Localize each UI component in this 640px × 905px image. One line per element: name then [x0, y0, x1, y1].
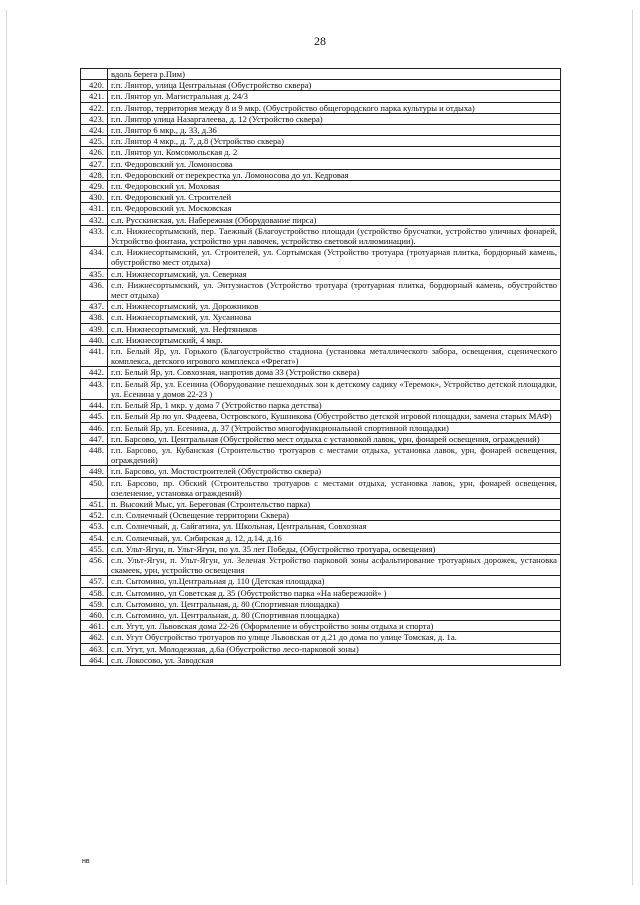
row-text: г.п. Федоровский от перекрестка ул. Ломоносова до ул. Кедровая	[108, 169, 561, 180]
row-number: 440.	[81, 334, 108, 345]
row-text: с.п. Нижнесортымский, ул. Нефтяников	[108, 323, 561, 334]
row-number: 421.	[81, 91, 108, 102]
objects-table	[80, 68, 561, 666]
table-row	[81, 113, 561, 124]
row-number: 428.	[81, 169, 108, 180]
row-text: г.п. Федоровский ул. Ломоносова	[108, 158, 561, 169]
row-number: 432.	[81, 214, 108, 225]
row-text: с.п. Нижнесортымский, ул. Северная	[108, 268, 561, 279]
row-number: 426.	[81, 147, 108, 158]
row-text: г.п. Лянтор ул. Магистральная д. 24/3	[108, 91, 561, 102]
table-row	[81, 576, 561, 587]
row-number	[81, 69, 108, 80]
table-row	[81, 587, 561, 598]
row-text: с.п. Солнечный, ул. Сибирская д. 12, д.14, д.16	[108, 532, 561, 543]
table-row	[81, 422, 561, 433]
row-number: 454.	[81, 532, 108, 543]
table-row	[81, 411, 561, 422]
table-row	[81, 632, 561, 643]
row-number: 439.	[81, 323, 108, 334]
row-text: г.п. Лянтор 4 мкр., д. 7, д.8 (Устройство сквера)	[108, 136, 561, 147]
row-text: г.п. Белый Яр, ул. Есенина (Оборудование пешеходных зон к детскому садику «Теремок», Устройство детской площадки, ул. Есенина у домов 22-23 )	[108, 378, 561, 399]
row-text: г.п. Белый Яр по ул. Фадеева, Островского, Кушникова (Обустройство детской игровой площадки, замена старых МАФ)	[108, 411, 561, 422]
table-row	[81, 554, 561, 575]
table-row	[81, 80, 561, 91]
row-number: 443.	[81, 378, 108, 399]
row-number: 431.	[81, 203, 108, 214]
table-row	[81, 323, 561, 334]
table-row	[81, 466, 561, 477]
row-number: 420.	[81, 80, 108, 91]
row-text: г.п. Барсово, ул. Мостостроителей (Обустройство сквера)	[108, 466, 561, 477]
table-row	[81, 609, 561, 620]
row-text: с.п. Нижнесортымский, ул. Дорожников	[108, 301, 561, 312]
row-text: г.п. Лянтор 6 мкр., д. 33, д.36	[108, 125, 561, 136]
row-number: 430.	[81, 192, 108, 203]
row-text: с.п. Нижнесортымский, ул. Хусаинова	[108, 312, 561, 323]
row-number: 427.	[81, 158, 108, 169]
table-row	[81, 367, 561, 378]
row-text: с.п. Ульт-Ягун, п. Ульт-Ягун, ул. Зеленая Устройство парковой зоны асфальтирование тротуарных дорожек, установка скамеек, урн, устройство освещения	[108, 554, 561, 575]
table-row	[81, 247, 561, 268]
row-text: п. Высокий Мыс, ул. Береговая (Строительство парка)	[108, 498, 561, 509]
row-number: 429.	[81, 181, 108, 192]
row-number: 434.	[81, 247, 108, 268]
row-number: 435.	[81, 268, 108, 279]
table-row	[81, 225, 561, 246]
table-row	[81, 346, 561, 367]
row-number: 438.	[81, 312, 108, 323]
row-text: г.п. Барсово, ул. Кубанская (Строительство тротуаров с местами отдыха, установка лавок, урн, фонарей освещения, ограждений)	[108, 444, 561, 465]
row-text: с.п. Локосово, ул. Заводская	[108, 654, 561, 665]
row-number: 433.	[81, 225, 108, 246]
row-number: 463.	[81, 643, 108, 654]
table-row	[81, 312, 561, 323]
table-row	[81, 102, 561, 113]
table-row	[81, 378, 561, 399]
table-row	[81, 532, 561, 543]
table-row	[81, 203, 561, 214]
row-text: г.п. Федоровский ул. Московская	[108, 203, 561, 214]
table-row	[81, 268, 561, 279]
row-text: с.п. Сытомино, ул. Центральная, д. 80 (Спортивная площадка)	[108, 609, 561, 620]
row-text: с.п. Угут, ул. Молодежная, д.6а (Обустройство лесо-парковой зоны)	[108, 643, 561, 654]
row-number: 456.	[81, 554, 108, 575]
row-text: с.п. Сытомино, ул Советская д. 35 (Обустройство парка «На набережной» )	[108, 587, 561, 598]
table-row	[81, 598, 561, 609]
row-number: 453.	[81, 521, 108, 532]
row-number: 460.	[81, 609, 108, 620]
row-text: г.п. Лянтор улица Назаргалеева, д. 12 (Устройство сквера)	[108, 113, 561, 124]
table-row	[81, 400, 561, 411]
table-row	[81, 69, 561, 80]
row-number: 462.	[81, 632, 108, 643]
row-text: г.п. Белый Яр, ул. Есенина, д. 37 (Устройство многофункциональной спортивной площадки)	[108, 422, 561, 433]
row-text: г.п. Белый Яр, ул. Совхозная, напротив дома 33 (Устройство сквера)	[108, 367, 561, 378]
row-number: 422.	[81, 102, 108, 113]
row-number: 423.	[81, 113, 108, 124]
row-text: с.п. Нижнесортымский, ул. Энтузиастов (Устройство тротуара (тротуарная плитка, бордюрный камень, обустройство мест отдыха)	[108, 279, 561, 300]
row-number: 448.	[81, 444, 108, 465]
row-text: с.п. Угут, ул. Львовская дома 22-26 (Оформление и обустройство зоны отдыха и спорта)	[108, 621, 561, 632]
table-row	[81, 477, 561, 498]
row-number: 436.	[81, 279, 108, 300]
table-row	[81, 654, 561, 665]
row-text: с.п. Ульт-Ягун, п. Ульт-Ягун, по ул. 35 лет Победы, (Обустройство тротуара, освещения)	[108, 543, 561, 554]
table-body	[81, 69, 561, 666]
table-row	[81, 125, 561, 136]
table-row	[81, 510, 561, 521]
row-number: 455.	[81, 543, 108, 554]
table-row	[81, 621, 561, 632]
row-number: 446.	[81, 422, 108, 433]
row-number: 457.	[81, 576, 108, 587]
table-row	[81, 301, 561, 312]
footer-mark: нв	[82, 858, 90, 865]
row-text: с.п. Солнечный, д. Сайгатина, ул. Школьная, Центральная, Совхозная	[108, 521, 561, 532]
row-text: с.п. Сытомино, ул. Центральная, д. 80 (Спортивная площадка)	[108, 598, 561, 609]
table-row	[81, 643, 561, 654]
page-number: 28	[314, 34, 326, 48]
row-text: г.п. Белый Яр, 1 мкр. у дома 7 (Устройство парка детства)	[108, 400, 561, 411]
row-number: 452.	[81, 510, 108, 521]
row-number: 447.	[81, 433, 108, 444]
table-row	[81, 279, 561, 300]
row-number: 442.	[81, 367, 108, 378]
row-number: 458.	[81, 587, 108, 598]
table-row	[81, 334, 561, 345]
row-number: 461.	[81, 621, 108, 632]
left-scan-edge	[6, 10, 7, 885]
table-row	[81, 91, 561, 102]
table-row	[81, 498, 561, 509]
row-text: с.п. Русскинская, ул. Набережная (Оборудование пирса)	[108, 214, 561, 225]
table-row	[81, 192, 561, 203]
row-text: с.п. Нижнесортымский, ул. Строителей, ул. Сортымская (Устройство тротуара (тротуарная плитка, бордюрный камень, обустройство мест отдыха)	[108, 247, 561, 268]
row-number: 441.	[81, 346, 108, 367]
row-number: 451.	[81, 498, 108, 509]
table-row	[81, 214, 561, 225]
table-row	[81, 169, 561, 180]
table-row	[81, 433, 561, 444]
row-text: г.п. Белый Яр, ул. Горького (Благоустройство стадиона (установка металлического забора, освещения, сценического комплекса, детского игрового комплекса «Фрегат»)	[108, 346, 561, 367]
row-number: 445.	[81, 411, 108, 422]
row-number: 450.	[81, 477, 108, 498]
table-row	[81, 181, 561, 192]
row-number: 444.	[81, 400, 108, 411]
row-number: 425.	[81, 136, 108, 147]
table-row	[81, 543, 561, 554]
row-text: с.п. Нижнесортымский, пер. Таежный (Благоустройство площади (устройство брусчатки, устройство уличных фонарей, Устройство фонтана, устройство урн лавочек, устройство световой иллюминации).	[108, 225, 561, 246]
row-text: г.п. Лянтор, улица Центральная (Обустройство сквера)	[108, 80, 561, 91]
row-text: с.п. Солнечный (Освещение территории Сквера)	[108, 510, 561, 521]
row-number: 424.	[81, 125, 108, 136]
row-number: 459.	[81, 598, 108, 609]
row-text: г.п. Лянтор ул. Комсомольская д. 2	[108, 147, 561, 158]
row-text: с.п. Нижнесортымский, 4 мкр.	[108, 334, 561, 345]
row-text: с.п. Угут Обустройство тротуаров по улице Львовская от д.21 до дома по улице Томская, д. 1а.	[108, 632, 561, 643]
right-scan-edge	[632, 10, 633, 885]
row-number: 464.	[81, 654, 108, 665]
row-text: вдоль берега р.Пим)	[108, 69, 561, 80]
row-number: 449.	[81, 466, 108, 477]
table-row	[81, 158, 561, 169]
row-number: 437.	[81, 301, 108, 312]
row-text: г.п. Федоровский ул. Моховая	[108, 181, 561, 192]
row-text: г.п. Барсово, ул. Центральная (Обустройство мест отдыха с установкой лавок, урн, фонарей освещения, ограждений)	[108, 433, 561, 444]
table-row	[81, 444, 561, 465]
row-text: г.п. Барсово, пр. Обский (Строительство тротуаров с местами отдыха, установка лавок, урн, фонарей освещения, озеленение, установка ограждений)	[108, 477, 561, 498]
row-text: с.п. Сытомино, ул.Центральная д. 110 (Детская площадка)	[108, 576, 561, 587]
row-text: г.п. Лянтор, территория между 8 и 9 мкр. (Обустройство общегородского парка культуры и отдыха)	[108, 102, 561, 113]
table-row	[81, 136, 561, 147]
table-row	[81, 147, 561, 158]
table-row	[81, 521, 561, 532]
row-text: г.п. Федоровский ул. Строителей	[108, 192, 561, 203]
